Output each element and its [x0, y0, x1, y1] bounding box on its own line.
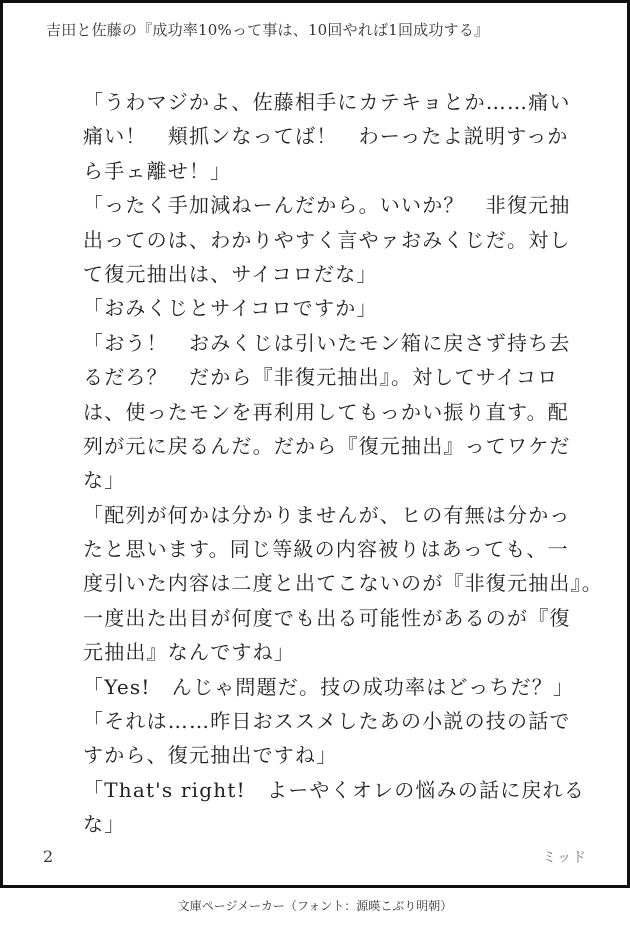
- text-line: 「うわマジかよ、佐藤相手にカテキョとか……痛い: [83, 90, 571, 114]
- text-line: たと思います。同じ等級の内容被りはあっても、一: [83, 537, 569, 562]
- text-line: 「おみくじとサイコロですか」: [83, 296, 378, 321]
- text-line: 一度出た出目が何度でも出る可能性があるのが『復: [83, 605, 571, 630]
- author-name: ミッド: [542, 850, 587, 866]
- text-line: 「それは……昨日おススメしたあの小説の技の話で: [83, 709, 571, 734]
- running-header-title: 吉田と佐藤の『成功率10%って事は、10回やれば1回成功する』: [46, 21, 490, 39]
- text-line: 「ったく手加減ねーんだから。いいか？ 非復元抽: [83, 193, 571, 218]
- page-number: 2: [43, 847, 54, 866]
- body-text: [83, 85, 603, 842]
- text-line: 「おう！ おみくじは引いたモン箱に戻さず持ち去: [83, 330, 571, 355]
- text-line: 「配列が何かは分かりませんが、ヒの有無は分かっ: [83, 502, 571, 527]
- text-line: て復元抽出は、サイコロだな」: [83, 261, 378, 286]
- footer-credit: 文庫ページメーカー（フォント：源暎こぶり明朝）: [177, 899, 453, 913]
- text-line: すから、復元抽出ですね」: [83, 743, 338, 768]
- text-line: な」: [83, 468, 126, 493]
- text-line: 「That's right! よーやくオレの悩みの話に戻れる: [83, 777, 586, 802]
- text-line: 列が元に戻るんだ。だから『復元抽出』ってワケだ: [83, 433, 571, 458]
- text-line: 「Yes! んじゃ問題だ。技の成功率はどっちだ？」: [83, 674, 575, 699]
- text-line: ら手ェ離せ！」: [83, 158, 232, 183]
- text-line: 痛い！ 頬抓ンなってば！ わーったよ説明すっか: [83, 124, 569, 149]
- text-line: 元抽出』なんですね」: [83, 640, 295, 665]
- text-line: 出ってのは、わかりやすく言やァおみくじだ。対し: [83, 227, 571, 252]
- text-line: るだろ？ だから『非復元抽出』。対してサイコロ: [83, 365, 559, 390]
- text-line: 度引いた内容は二度と出てこないのが『非復元抽出』。: [83, 571, 603, 596]
- text-line: は、使ったモンを再利用してもっかい振り直す。配: [83, 399, 569, 424]
- text-line: な」: [83, 812, 126, 837]
